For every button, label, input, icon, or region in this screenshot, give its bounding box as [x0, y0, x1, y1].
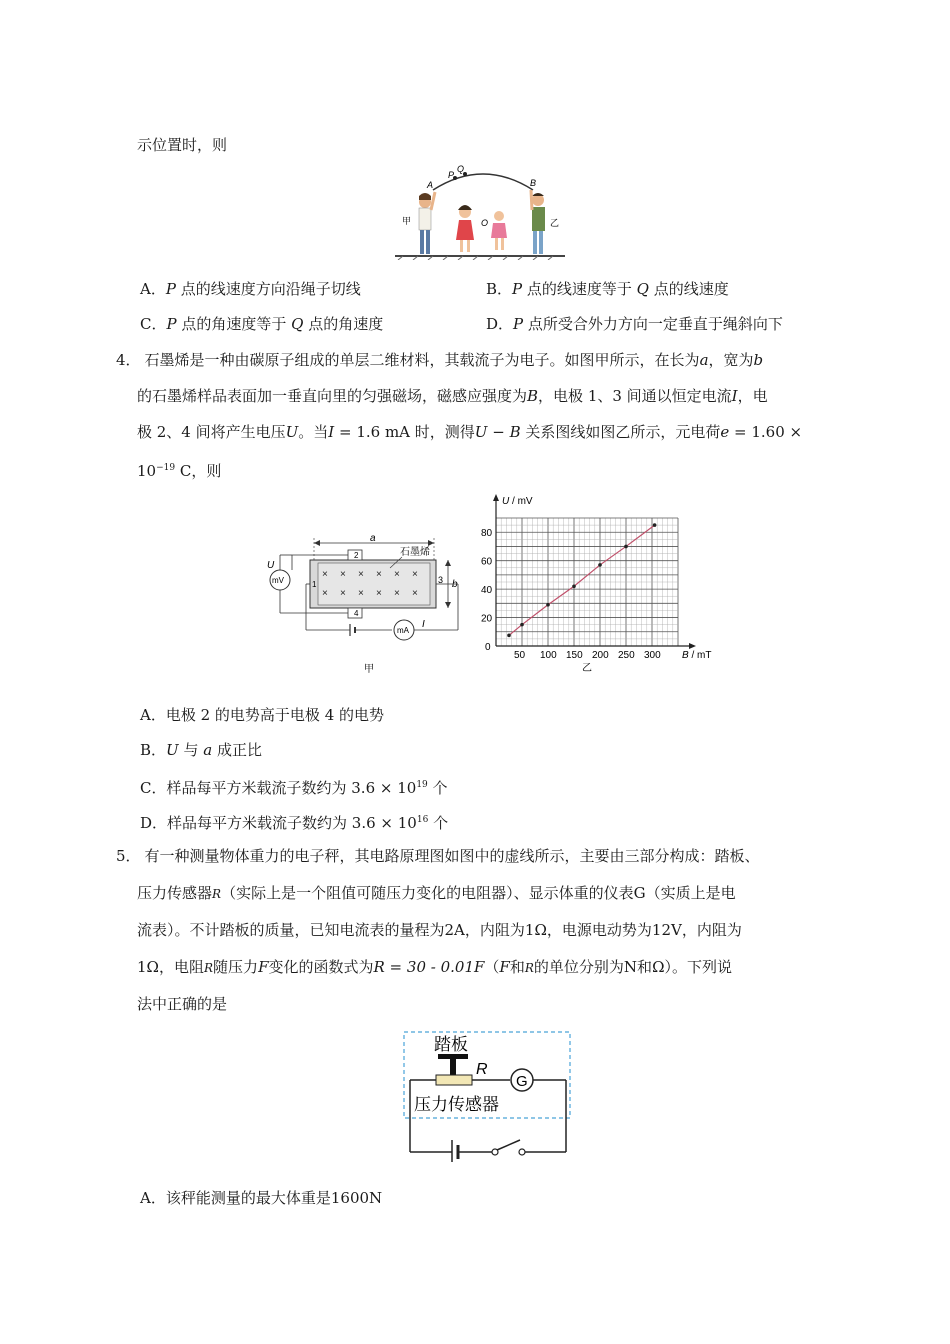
- svg-text:×: ×: [376, 569, 382, 580]
- origin-label: 0: [485, 642, 491, 653]
- svg-text:压力传感器: 压力传感器: [414, 1095, 499, 1114]
- q4-stem-line4: $10^{-19}$ C，则: [137, 462, 222, 480]
- svg-text:踏板: 踏板: [434, 1035, 468, 1054]
- q5-circuit: [400, 1028, 576, 1162]
- pedal: [438, 1054, 468, 1059]
- x-tick-label: 300: [644, 650, 661, 661]
- y-tick-label: 80: [481, 528, 493, 540]
- svg-text:×: ×: [322, 569, 328, 580]
- svg-text:×: ×: [412, 588, 418, 599]
- svg-text:b: b: [452, 579, 458, 590]
- q3-option-c[interactable]: C．P 点的角速度等于 Q 点的角速度: [140, 315, 384, 333]
- data-point: [507, 634, 511, 638]
- x-tick-label: 50: [514, 650, 526, 661]
- svg-text:石墨烯: 石墨烯: [400, 547, 430, 558]
- q4-stem-line1: 4． 石墨烯是一种由碳原子组成的单层二维材料，其载流子为电子。如图甲所示，在长为a，宽为b: [116, 351, 764, 369]
- x-tick-label: 250: [618, 650, 635, 661]
- q5-stem-line5: 法中正确的是: [137, 995, 228, 1013]
- svg-text:×: ×: [394, 569, 400, 580]
- y-tick-label: 40: [481, 585, 493, 597]
- q4-option-a[interactable]: A．电极 2 的电势高于电极 4 的电势: [140, 706, 385, 724]
- svg-text:×: ×: [412, 569, 418, 580]
- svg-text:×: ×: [358, 588, 364, 599]
- svg-text:B: B: [530, 178, 537, 188]
- q4-figure-jia: [262, 530, 467, 675]
- data-point: [598, 563, 602, 567]
- chart-caption: 乙: [582, 663, 592, 674]
- data-point: [520, 623, 524, 627]
- y-axis-label: U / mV: [502, 496, 533, 507]
- svg-text:U: U: [267, 560, 275, 571]
- q4-option-d[interactable]: D．样品每平方米载流子数约为 $3.6 \times 10^{16}$ 个: [140, 814, 449, 832]
- data-point: [624, 545, 628, 549]
- svg-text:4: 4: [354, 609, 359, 618]
- q4-stem-line2: 的石墨烯样品表面加一垂直向里的匀强磁场，磁感应强度为B，电极 1、3 间通以恒定电流I，电: [137, 387, 768, 405]
- q5-stem-line3: 流表）。不计踏板的质量，已知电流表的量程为2A，内阻为1Ω，电源电动势为12V，内阻为: [137, 921, 742, 939]
- svg-text:×: ×: [358, 569, 364, 580]
- svg-text:×: ×: [340, 588, 346, 599]
- svg-text:Q: Q: [457, 164, 465, 174]
- svg-text:P: P: [448, 170, 455, 180]
- svg-text:1: 1: [312, 580, 317, 589]
- svg-text:×: ×: [322, 588, 328, 599]
- svg-text:mA: mA: [397, 626, 409, 635]
- q3-option-d[interactable]: D．P 点所受合外力方向一定垂直于绳斜向下: [486, 315, 783, 333]
- q3-rope-figure: [393, 160, 568, 260]
- y-tick-label: 60: [481, 556, 493, 568]
- series-line: [509, 525, 655, 635]
- svg-text:3: 3: [438, 575, 444, 585]
- q4-ub-chart: [478, 490, 718, 680]
- x-tick-label: 150: [566, 650, 583, 661]
- svg-text:a: a: [370, 533, 376, 544]
- data-point: [572, 584, 576, 588]
- q4-option-c[interactable]: C．样品每平方米载流子数约为 $3.6 \times 10^{19}$ 个: [140, 779, 448, 797]
- svg-text:×: ×: [394, 588, 400, 599]
- svg-text:×: ×: [376, 588, 382, 599]
- svg-text:A: A: [427, 180, 434, 190]
- q4-option-b[interactable]: B．U 与 a 成正比: [140, 741, 262, 759]
- y-axis-arrow: [493, 494, 499, 501]
- data-point: [546, 603, 550, 607]
- svg-text:2: 2: [354, 551, 359, 560]
- q5-stem-line2: 压力传感器R（实际上是一个阻值可随压力变化的电阻器）、显示体重的仪表G（实质上是电: [137, 884, 736, 902]
- svg-text:mV: mV: [272, 576, 284, 585]
- svg-text:乙: 乙: [550, 218, 560, 228]
- y-tick-label: 20: [481, 613, 493, 625]
- x-axis-arrow: [689, 643, 696, 649]
- switch: [497, 1140, 520, 1150]
- svg-text:O: O: [481, 218, 489, 228]
- svg-text:甲: 甲: [402, 216, 412, 226]
- q5-option-a[interactable]: A．该秤能测量的最大体重是1600N: [140, 1189, 383, 1207]
- q4-stem-line3: 极 2、4 间将产生电压U。当I = 1.6 mA 时，测得U − B 关系图线如图乙所示，元电荷e = 1.60 ×: [137, 423, 803, 441]
- q5-stem-line4: 1Ω，电阻R随压力F变化的函数式为R = 30 - 0.01F（F和R的单位分别为N和Ω）。下列说: [137, 958, 733, 976]
- q3-option-b[interactable]: B．P 点的线速度等于 Q 点的线速度: [486, 280, 729, 298]
- svg-text:I: I: [422, 619, 425, 630]
- resistor-r: [436, 1075, 472, 1085]
- svg-text:G: G: [516, 1073, 528, 1090]
- svg-text:×: ×: [340, 569, 346, 580]
- x-axis-label: B / mT: [682, 650, 712, 661]
- x-tick-label: 100: [540, 650, 557, 661]
- q3-option-a[interactable]: A．P 点的线速度方向沿绳子切线: [140, 280, 361, 298]
- svg-text:R: R: [476, 1061, 488, 1078]
- data-point: [653, 523, 657, 527]
- q3-stem-tail: 示位置时，则: [137, 136, 228, 154]
- q5-stem-line1: 5． 有一种测量物体重力的电子秤，其电路原理图如图中的虚线所示，主要由三部分构成：踏板、: [116, 847, 760, 865]
- x-tick-label: 200: [592, 650, 609, 661]
- svg-text:甲: 甲: [364, 664, 374, 675]
